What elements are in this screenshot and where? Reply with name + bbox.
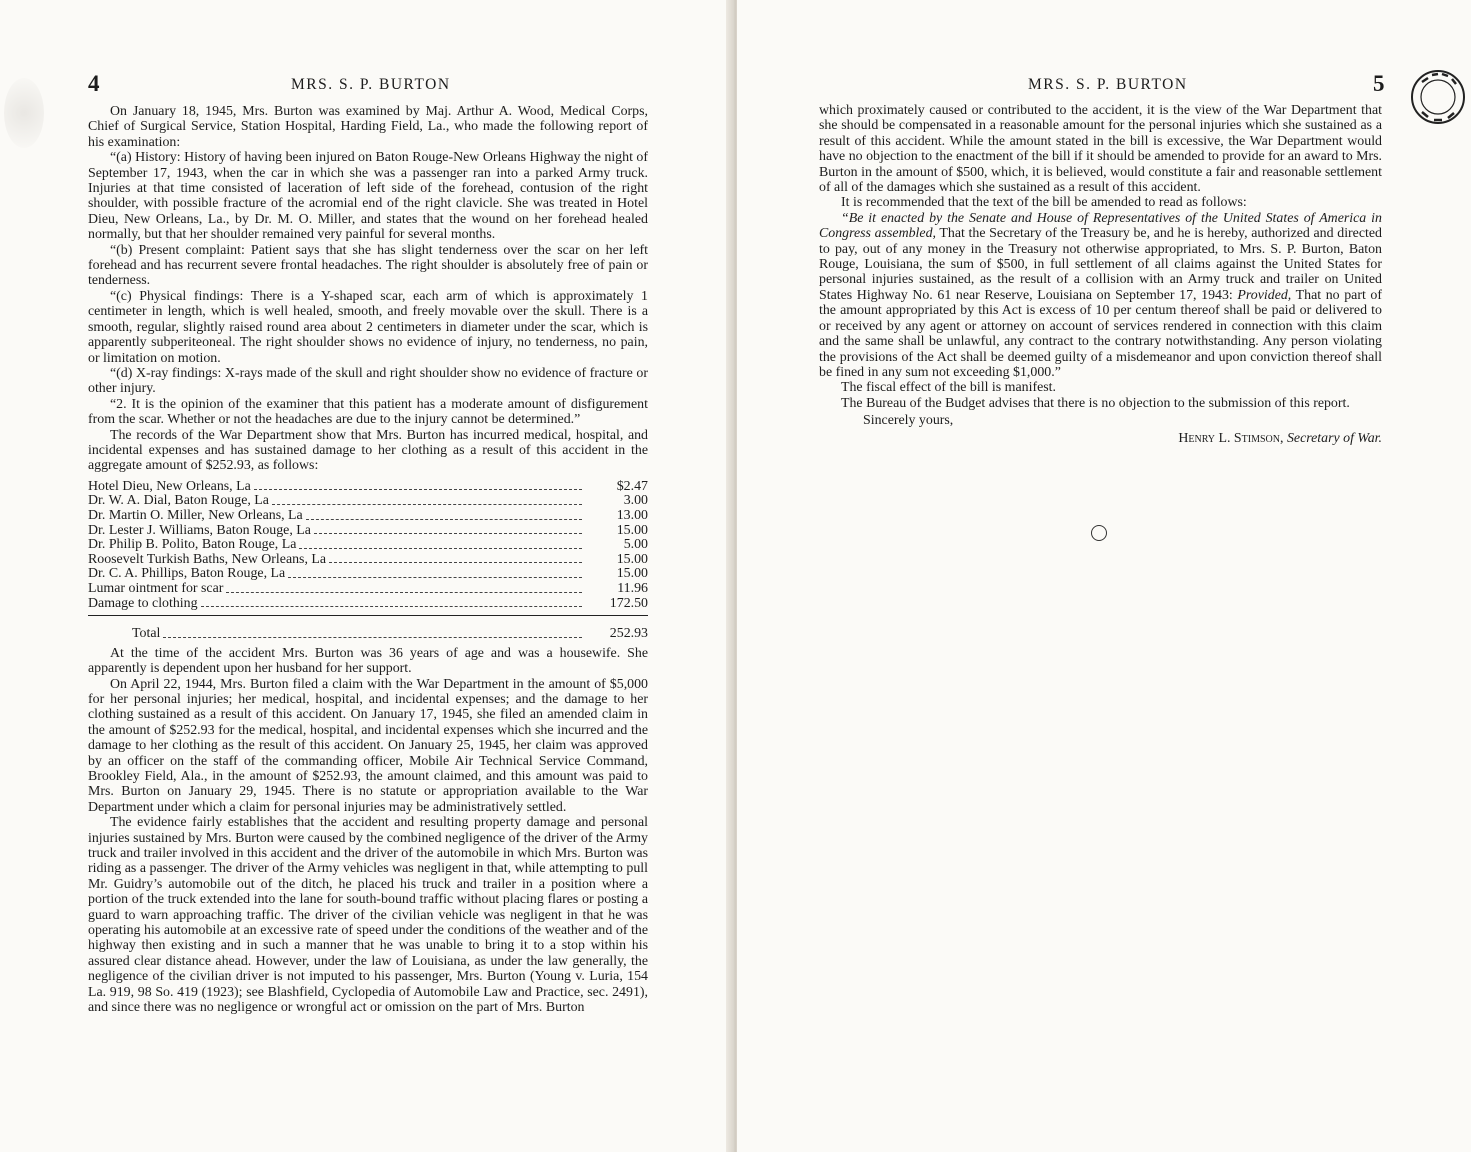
page-number: 5 bbox=[1373, 71, 1385, 96]
running-header: MRS. S. P. BURTON bbox=[291, 76, 451, 93]
paragraph: On April 22, 1944, Mrs. Burton filed a claim with the War Department in the amount of $5,000 for her personal injuries; her medical, hospital, and incidental expenses; and the damage to her clothing sustained as a result of this accident. On January 17, 1945, she filed an amended claim in the amount of $252.93 for the medical, hospital, and incidental expenses which she incurred and the damage to her clothing as the result of this accident. On January 25, 1945, her claim was approved by an officer on the staff of the commanding officer, Mobile Air Technical Service Command, Brookley Field, Ala., in the amount of $252.93, the amount claimed, and this amount was paid to Mrs. Burton on January 29, 1945. There is no statute or appropriation available to the War Department under which a claim for personal injuries may be administratively settled. bbox=[88, 676, 648, 815]
left-page bbox=[0, 0, 733, 1152]
paragraph: “(b) Present complaint: Patient says that she has slight tenderness over the scar on her left forehead and has recurrent severe frontal headaches. The right shoulder is absolutely free of pain or tenderness. bbox=[88, 242, 648, 289]
bill-body: That the Secretary of the Treasury be, and he is hereby, authorized and directed to pay, out of any money in the Treasury not otherwise appropriated, to Mrs. S. P. Burton, Baton Rouge, Louisiana, the sum of $500, in full settlement of all claims against the United States for personal injuries sustained, as the result of a collision with an Army truck and trailer on United States Highway No. 61 near Reserve, Louisiana on September 17, 1943: bbox=[819, 226, 1382, 303]
total-row bbox=[88, 617, 648, 642]
right-column bbox=[819, 103, 1382, 446]
expense-table bbox=[88, 480, 648, 642]
expense-label: Lumar ointment for scar bbox=[88, 580, 224, 596]
expense-amount: 15.00 bbox=[616, 522, 648, 538]
table-row bbox=[88, 538, 648, 553]
paragraph: At the time of the accident Mrs. Burton was 36 years of age and was a housewife. She apparently is dependent upon her husband for her support. bbox=[88, 645, 648, 677]
expense-amount: 11.96 bbox=[617, 580, 648, 596]
expense-label: Damage to clothing bbox=[88, 595, 198, 611]
expense-label: Hotel Dieu, New Orleans, La bbox=[88, 478, 251, 494]
table-row bbox=[88, 597, 648, 616]
proviso-text: That no part of the amount appropriated by this Act is excess of 10 per centum thereof shall be paid or delivered to or received by any agent or attorney on account of services rendered in connection with this claim and the same shall be unlawful, any contract to the contrary notwithstanding. Any person violating the provisions of the Act shall be deemed guilty of a misdemeanor and upon conviction thereof shall be fined in any sum not exceeding $1,000.” bbox=[819, 287, 1383, 380]
bill-text bbox=[819, 211, 1382, 380]
paragraph: “2. It is the opinion of the examiner that this patient has a moderate amount of disfigurement from the scar. Whether or not the headaches are due to the injury cannot be determined.” bbox=[88, 396, 648, 428]
signer-name: Henry L. Stimson, bbox=[1178, 430, 1284, 446]
expense-amount: 5.00 bbox=[623, 537, 648, 553]
closing: Sincerely yours, bbox=[863, 413, 954, 429]
table-row bbox=[88, 567, 648, 582]
expense-amount: 15.00 bbox=[616, 551, 648, 567]
right-page bbox=[737, 0, 1471, 1152]
expense-amount: 172.50 bbox=[609, 595, 648, 611]
page-number: 4 bbox=[88, 71, 100, 96]
paragraph: which proximately caused or contributed to the accident, it is the view of the War Department that she should be compensated in a reasonable amount for the personal injuries which she sustained as a result of this accident. While the amount stated in the bill is excessive, the War Department would have no objection to the enactment of the bill if it should be amended to provide for an award to Mrs. Burton in the amount of $500, which, it is believed, would constitute a fair and reasonable settlement of all of the damages which she sustained as a result of this accident. bbox=[819, 103, 1382, 196]
expense-amount: 13.00 bbox=[616, 507, 648, 523]
proviso-label: Provided, bbox=[1237, 287, 1292, 303]
expense-label: Dr. Lester J. Williams, Baton Rouge, La bbox=[88, 522, 311, 538]
paragraph: It is recommended that the text of the bill be amended to read as follows: bbox=[841, 195, 1247, 211]
table-row bbox=[88, 509, 648, 524]
signer-title: Secretary of War. bbox=[1286, 430, 1382, 446]
expense-label: Dr. C. A. Phillips, Baton Rouge, La bbox=[88, 566, 286, 582]
paragraph: The records of the War Department show that Mrs. Burton has incurred medical, hospital, and incidental expenses and has sustained damage to her clothing as a result of this accident in the aggregate amount of $252.93, as follows: bbox=[88, 427, 648, 474]
expense-label: Dr. W. A. Dial, Baton Rouge, La bbox=[88, 493, 269, 509]
paragraph: “(d) X-ray findings: X-rays made of the skull and right shoulder show no evidence of fracture or other injury. bbox=[88, 365, 648, 397]
library-stamp-icon bbox=[1408, 68, 1468, 126]
expense-amount: 15.00 bbox=[616, 566, 648, 582]
expense-amount: $2.47 bbox=[616, 478, 648, 494]
page-smudge bbox=[4, 78, 44, 148]
paragraph: The evidence fairly establishes that the accident and resulting property damage and personal injuries sustained by Mrs. Burton were caused by the combined negligence of the driver of the Army truck and trailer involved in this accident and the driver of the automobile in which Mrs. Burton was riding as a passenger. The driver of the Army vehicles was negligent in that, while attempting to pull Mr. Guidry’s automobile out of the ditch, he placed his truck and trailer in a position where a portion of the truck extended into the lane for south-bound traffic without placing flares or posting a guard to warn approaching traffic. The driver of the civilian vehicle was negligent in that he was operating his automobile at an excessive rate of speed under the conditions of the weather and of the highway then existing and in such a manner that he was unable to bring it to a stop within his assured clear distance ahead. However, under the law of Louisiana, as under the law generally, the negligence of the civilian driver is not imputed to his passenger, Mrs. Burton (Young v. Luria, 154 La. 919, 98 So. 419 (1923); see Blashfield, Cyclopedia of Automobile Law and Practice, sec. 2491), and since there was no negligence or wrongful act or omission on the part of Mrs. Burton bbox=[88, 815, 648, 1016]
expense-label: Dr. Martin O. Miller, New Orleans, La bbox=[88, 507, 303, 523]
punch-hole bbox=[1091, 525, 1107, 541]
expense-label: Dr. Philip B. Polito, Baton Rouge, La bbox=[88, 537, 297, 553]
paragraph: On January 18, 1945, Mrs. Burton was examined by Maj. Arthur A. Wood, Medical Corps, Chief of Surgical Service, Station Hospital, Harding Field, La., who made the following report of his examination: bbox=[88, 104, 648, 150]
paragraph: The fiscal effect of the bill is manifest. bbox=[841, 380, 1056, 396]
table-row bbox=[88, 494, 648, 509]
expense-label: Roosevelt Turkish Baths, New Orleans, La bbox=[88, 551, 327, 567]
enacting-clause: “Be it enacted by the Senate and House of Representatives of the United States of America in Congress assembled, bbox=[819, 210, 1382, 242]
table-row bbox=[88, 553, 648, 568]
table-row bbox=[88, 582, 648, 597]
running-header: MRS. S. P. BURTON bbox=[1028, 76, 1188, 93]
total-label: Total bbox=[132, 626, 161, 642]
paragraph: The Bureau of the Budget advises that there is no objection to the submission of this report. bbox=[841, 395, 1350, 411]
left-column bbox=[88, 104, 648, 1015]
expense-amount: 3.00 bbox=[623, 493, 648, 509]
paragraph: “(a) History: History of having been injured on Baton Rouge-New Orleans Highway the night of September 17, 1943, when the car in which she was a passenger ran into a parked Army truck. Injuries at that time consisted of laceration of left side of the forehead, contusion of the right shoulder, with possible fracture of the acromial end of the right clavicle. She was treated in Hotel Dieu, New Orleans, La., by Dr. M. O. Miller, and states that the wound on her forehead healed normally, but that her shoulder remained very painful for several months. bbox=[88, 150, 648, 243]
paragraph: “(c) Physical findings: There is a Y-shaped scar, each arm of which is approximately 1 centimeter in length, which is well healed, smooth, and freely movable over the skull. There is a smooth, regular, slightly raised round area about 2 centimeters in diameter under the scar, which is apparently subperiteoneal. The right shoulder shows no evidence of injury, no tenderness, no pain, or limitation on motion. bbox=[88, 288, 648, 366]
table-row bbox=[88, 480, 648, 495]
total-amount: 252.93 bbox=[609, 626, 648, 642]
table-row bbox=[88, 524, 648, 539]
signature-block bbox=[819, 431, 1382, 446]
